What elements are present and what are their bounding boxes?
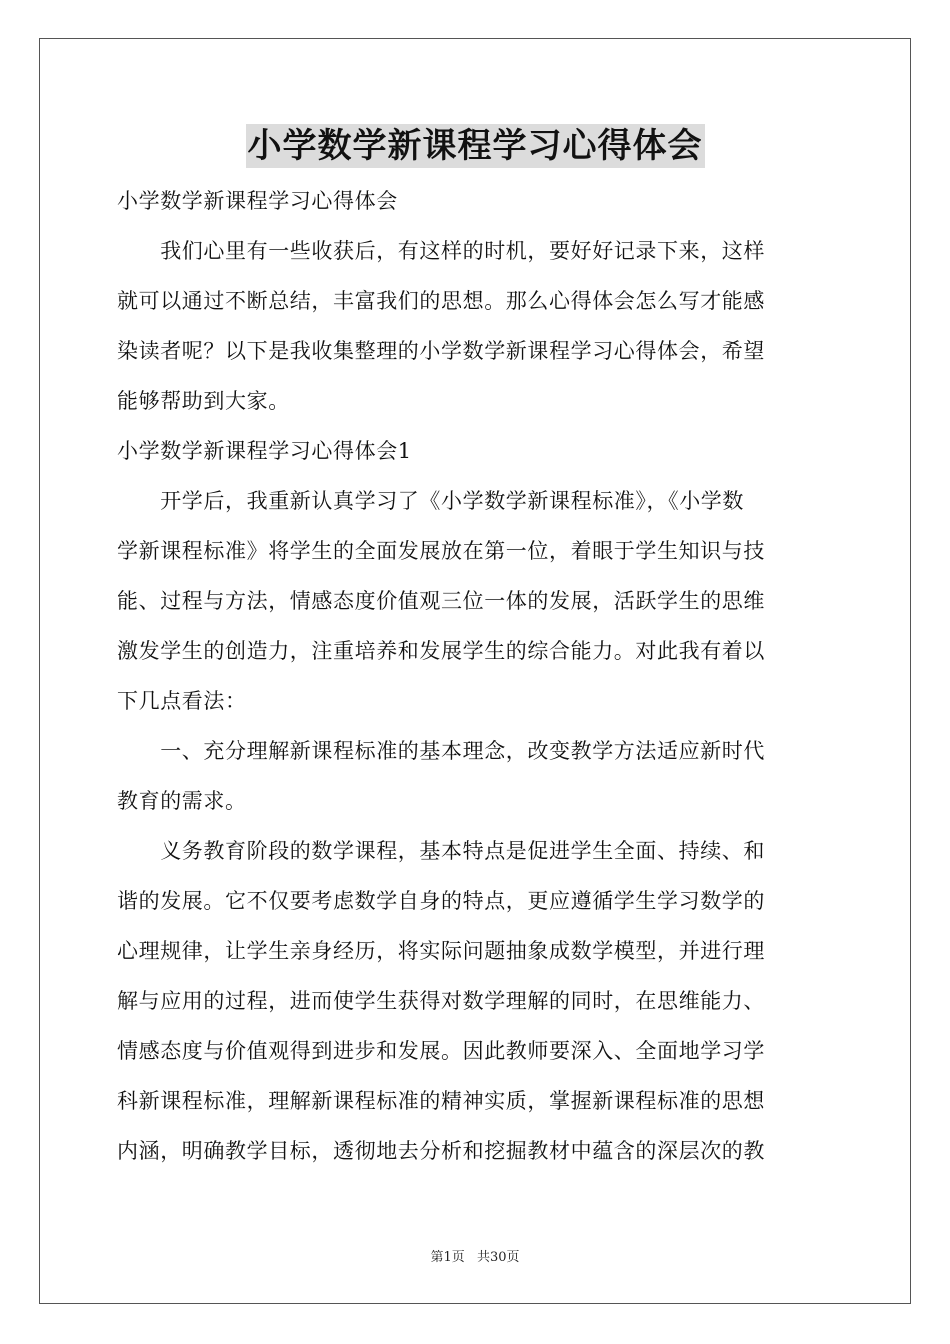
paragraph-line: 染读者呢？以下是我收集整理的小学数学新课程学习心得体会，希望 [117, 339, 765, 363]
paragraph-line: 下几点看法： [117, 689, 247, 713]
paragraph-line: 能、过程与方法，情感态度价值观三位一体的发展，活跃学生的思维 [117, 589, 765, 613]
paragraph-line: 义务教育阶段的数学课程，基本特点是促进学生全面、持续、和 [117, 839, 765, 863]
paragraph-line: 解与应用的过程，进而使学生获得对数学理解的同时，在思维能力、 [117, 989, 765, 1013]
paragraph-line: 激发学生的创造力，注重培养和发展学生的综合能力。对此我有着以 [117, 639, 765, 663]
paragraph-line: 科新课程标准，理解新课程标准的精神实质，掌握新课程标准的思想 [117, 1089, 765, 1113]
page-footer [0, 1246, 950, 1265]
paragraph-line: 内涵，明确教学目标，透彻地去分析和挖掘教材中蕴含的深层次的教 [117, 1139, 765, 1163]
title-container [0, 124, 950, 168]
paragraph-line: 谐的发展。它不仅要考虑数学自身的特点，更应遵循学生学习数学的 [117, 889, 765, 913]
paragraph-line: 能够帮助到大家。 [117, 389, 290, 413]
paragraph-line: 开学后，我重新认真学习了《小学数学新课程标准》，《小学数 [117, 489, 744, 513]
page-total: 共30页 [476, 1250, 520, 1265]
paragraph-line: 情感态度与价值观得到进步和发展。因此教师要深入、全面地学习学 [117, 1039, 765, 1063]
document-body [117, 176, 837, 1176]
paragraph-line: 一、充分理解新课程标准的基本理念，改变教学方法适应新时代 [117, 739, 765, 763]
paragraph-line: 教育的需求。 [117, 789, 247, 813]
paragraph-line: 学新课程标准》将学生的全面发展放在第一位，着眼于学生知识与技 [117, 539, 765, 563]
page-number: 第1页 [430, 1250, 465, 1265]
paragraph-line: 就可以通过不断总结，丰富我们的思想。那么心得体会怎么写才能感 [117, 289, 765, 313]
document-title: 小学数学新课程学习心得体会 [247, 126, 703, 166]
subtitle-line: 小学数学新课程学习心得体会 [117, 189, 398, 213]
paragraph-line: 心理规律，让学生亲身经历，将实际问题抽象成数学模型，并进行理 [117, 939, 765, 963]
section-heading: 小学数学新课程学习心得体会1 [117, 439, 412, 463]
paragraph-line: 我们心里有一些收获后，有这样的时机，要好好记录下来，这样 [117, 239, 765, 263]
